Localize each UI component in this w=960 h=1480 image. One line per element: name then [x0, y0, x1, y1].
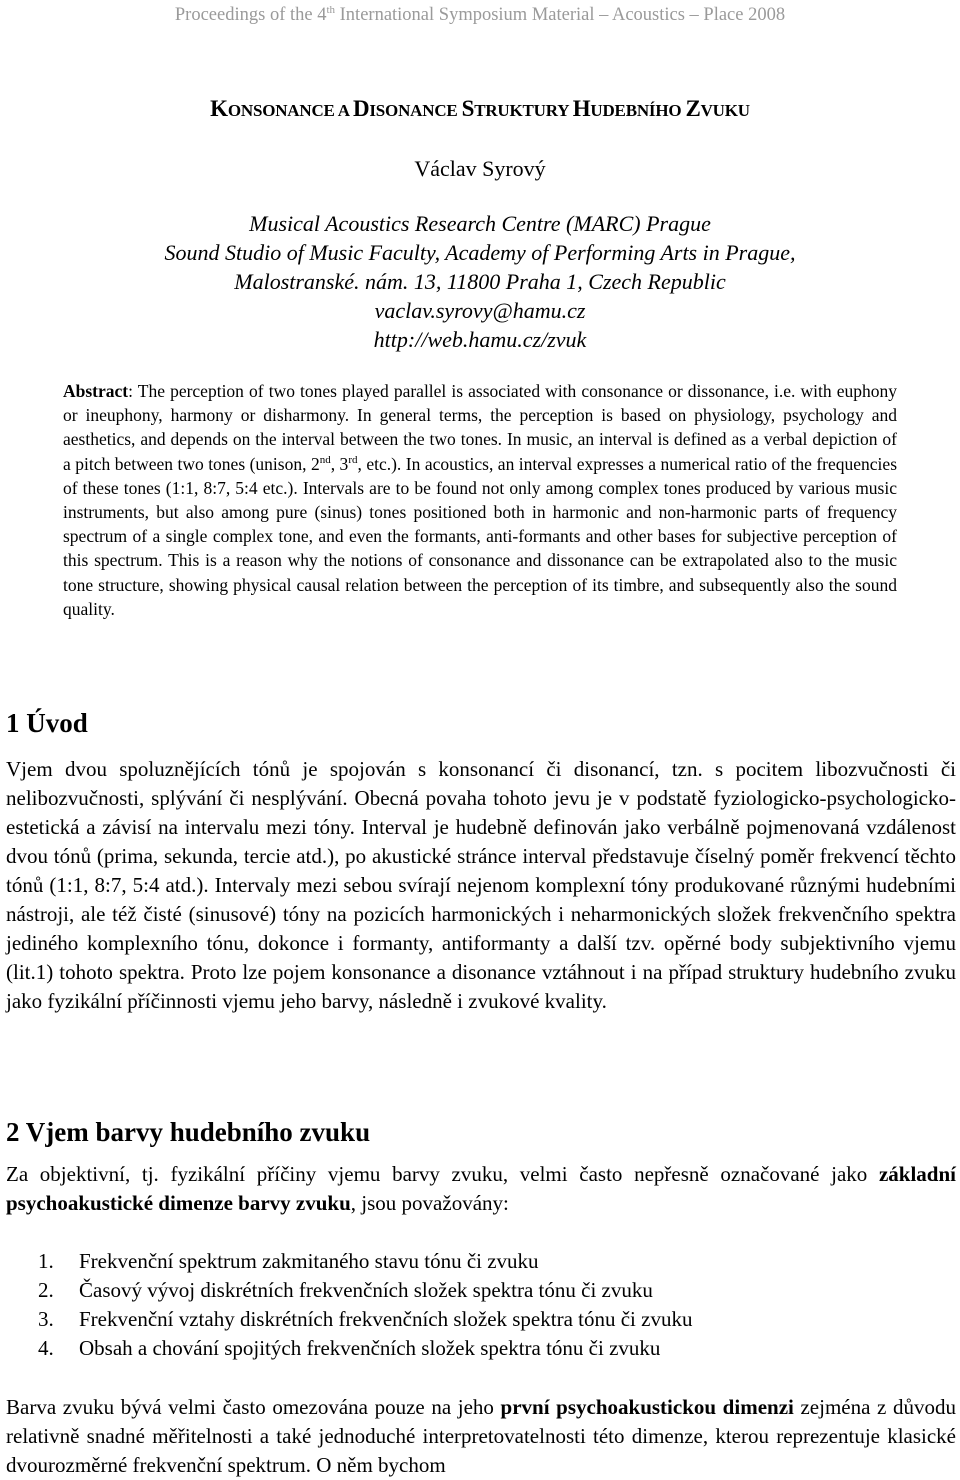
final-text: Barva zvuku bývá velmi často omezována pouze na jeho	[6, 1395, 501, 1419]
abstract	[63, 379, 897, 621]
title-letter: K	[210, 96, 228, 121]
title-smallcaps: UDEBNÍHO	[590, 101, 686, 120]
list-item	[38, 1305, 692, 1334]
title-smallcaps: ISONANCE	[369, 101, 462, 120]
list-item	[38, 1276, 692, 1305]
intro-text-end: , jsou považovány:	[350, 1191, 509, 1215]
section-2-final-paragraph	[6, 1393, 956, 1480]
author-name: Václav Syrový	[414, 156, 546, 181]
section-2-intro	[6, 1160, 956, 1218]
affiliation-line-3: Malostranské. nám. 13, 11800 Praha 1, Czech Republic	[234, 269, 726, 294]
abstract-superscript: nd	[319, 453, 331, 466]
section-2-heading: 2 Vjem barvy hudebního zvuku	[6, 1117, 371, 1147]
dimension-list	[38, 1247, 692, 1363]
paper-title	[0, 96, 960, 122]
list-text: Frekvenční vztahy diskrétních frekvenčních složek spektra tónu či zvuku	[79, 1307, 693, 1331]
section-1-heading: 1 Úvod	[6, 708, 88, 738]
abstract-text: : The perception of two tones played parallel is associated with consonance or dissonance, i.e. with euphony or ineuphony, harmony or disharmony. In general terms, the perception is based on physiology, psychology and aesthetics, and depends on the interval between the two tones. In music, an interval is defined as a verbal depiction of a pitch between two tones (unison, 2	[63, 381, 897, 474]
title-letter: Z	[685, 96, 701, 121]
abstract-label: Abstract	[63, 381, 129, 401]
affiliation-line-1: Musical Acoustics Research Centre (MARC) Prague	[249, 211, 711, 236]
list-number: 1.	[38, 1249, 54, 1273]
intro-text: Za objektivní, tj. fyzikální příčiny vjemu barvy zvuku, velmi často nepřesně označované jako	[6, 1162, 879, 1186]
title-smallcaps: ONSONANCE A	[227, 101, 353, 120]
title-letter: D	[352, 96, 370, 121]
abstract-text: , etc.). In acoustics, an interval expresses a numerical ratio of the frequencies of these tones (1:1, 8:7, 5:4 etc.). Intervals are to be found not only among complex tones produced by various music instruments, but also among pure (sinus) tones positioned both in harmonic and non-harmonic parts of frequency spectrum of a single complex tone, and even the formants, anti-formants and other bases for subjective perception of this spectrum. This is a reason why the notions of consonance and dissonance can be extrapolated also to the music tone structure, showing physical causal relation between the perception of its timbre, and subsequently also the sound quality.	[63, 453, 898, 619]
list-number: 4.	[38, 1336, 54, 1360]
list-item	[38, 1247, 692, 1276]
list-number: 3.	[38, 1307, 54, 1331]
title-letter: S	[461, 96, 475, 121]
title-smallcaps: VUKU	[700, 101, 750, 120]
title-smallcaps: TRUKTURY	[474, 101, 573, 120]
author-email[interactable]: vaclav.syrovy@hamu.cz	[374, 298, 586, 323]
list-item	[38, 1334, 692, 1363]
author-url[interactable]: http://web.hamu.cz/zvuk	[373, 327, 587, 352]
list-text: Časový vývoj diskrétních frekvenčních složek spektra tónu či zvuku	[79, 1278, 653, 1302]
section-1-text: Vjem dvou spoluznějících tónů je spojován s konsonancí či disonancí, tzn. s pocitem libozvučnosti či nelibozvučnosti, splývání či nesplývání. Obecná povaha tohoto jevu je v podstatě fyziologicko-psychologicko-estetická a závisí na intervalu mezi tóny. Interval je hudebně definován jako verbálně pojmenovaná vzdálenost dvou tónů (prima, sekunda, tercie atd.), po akustické stránce interval představuje číselný poměr frekvencí těchto tónů (1:1, 8:7, 5:4 atd.). Intervaly mezi sebou svírají nejenom komplexní tóny produkované různými hudebními nástroji, ale též čisté (sinusové) tóny na pozicích harmonických i neharmonických složek frekvenčního spektra jediného komplexního tónu, dokonce i formanty, antiformanty a další tzv. opěrné body subjektivního vjemu (lit.1) tohoto spektra. Proto lze pojem konsonance a disonance vztáhnout i na případ struktury hudebního zvuku jako fyzikální příčinnosti vjemu jeho barvy, následně i zvukové kvality.	[6, 757, 956, 1013]
affiliation-line-2: Sound Studio of Music Faculty, Academy of Performing Arts in Prague,	[164, 240, 796, 265]
abstract-text: , 3	[330, 453, 349, 474]
title-letter: H	[572, 96, 591, 121]
header-text-end: International Symposium Material – Acoustics – Place 2008	[335, 5, 786, 26]
abstract-superscript: rd	[348, 453, 358, 466]
intro-bold-text: základní psychoakustické dimenze barvy zvuku	[6, 1162, 956, 1215]
header-superscript: th	[326, 4, 336, 16]
final-text-end: zejména z důvodu relativně snadné měřitelnosti a také jednoduché interpretovatelnosti této dimenze, kterou reprezentuje klasické dvourozměrné frekvenční spektrum. O něm bychom	[6, 1395, 956, 1477]
running-header	[0, 4, 960, 26]
list-text: Obsah a chování spojitých frekvenčních složek spektra tónu či zvuku	[79, 1336, 661, 1360]
list-text: Frekvenční spektrum zakmitaného stavu tónu či zvuku	[79, 1249, 539, 1273]
header-text: Proceedings of the 4	[174, 5, 327, 26]
final-bold-text: první psychoakustickou dimenzi	[500, 1395, 794, 1419]
list-number: 2.	[38, 1278, 54, 1302]
